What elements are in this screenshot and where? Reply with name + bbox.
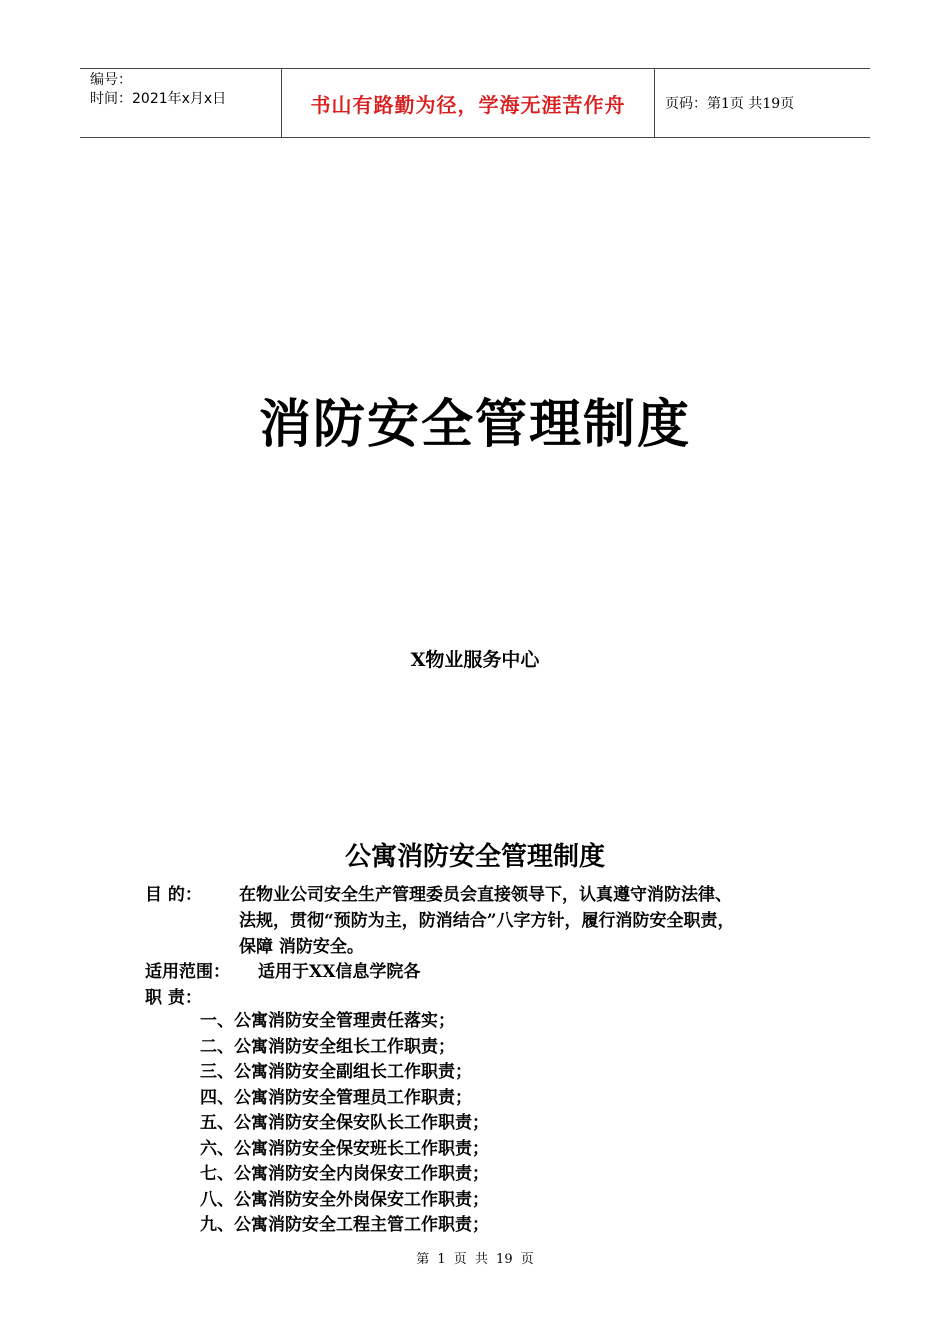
duties-label: 职 责： — [145, 988, 202, 1008]
list-item: 三、公寓消防安全副组长工作职责； — [200, 1062, 472, 1082]
list-item: 九、公寓消防安全工程主管工作职责； — [200, 1215, 489, 1235]
list-item: 四、公寓消防安全管理员工作职责； — [200, 1087, 472, 1108]
document-time-label: 时间：2021年x月x日 — [90, 91, 227, 107]
header-meta — [80, 69, 282, 137]
page-footer: 第 1 页 共 19 页 — [416, 1252, 534, 1267]
list-item: 一、公寓消防安全管理责任落实； — [200, 1011, 455, 1031]
document-number-label: 编号： — [90, 72, 132, 88]
purpose-label: 目 的： — [145, 885, 202, 905]
document-header — [80, 68, 870, 138]
list-item: 八、公寓消防安全外岗保安工作职责； — [200, 1189, 489, 1210]
scope-label: 适用范围： — [145, 962, 230, 982]
purpose-line-1: 在物业公司安全生产管理委员会直接领导下，认真遵守消防法律、 — [239, 885, 732, 905]
document-title: 消防安全管理制度 — [258, 394, 691, 455]
header-motto: 书山有路勤为径，学海无涯苦作舟 — [282, 69, 655, 137]
list-item: 七、公寓消防安全内岗保安工作职责； — [200, 1164, 489, 1184]
purpose-line-2: 法规，贯彻“预防为主，防消结合”八字方针，履行消防安全职责， — [239, 911, 735, 931]
list-item: 五、公寓消防安全保安队长工作职责； — [200, 1113, 489, 1133]
list-item: 二、公寓消防安全组长工作职责； — [200, 1036, 455, 1057]
header-page-info: 页码：第1页 共19页 — [665, 96, 795, 112]
organization-name: X物业服务中心 — [410, 649, 540, 671]
purpose-line-3: 保障 消防安全。 — [239, 937, 364, 957]
duties-list — [200, 1009, 489, 1239]
section-title: 公寓消防安全管理制度 — [344, 842, 605, 872]
scope-text: 适用于XX信息学院各 — [258, 962, 421, 982]
list-item: 六、公寓消防安全保安班长工作职责； — [200, 1138, 489, 1159]
